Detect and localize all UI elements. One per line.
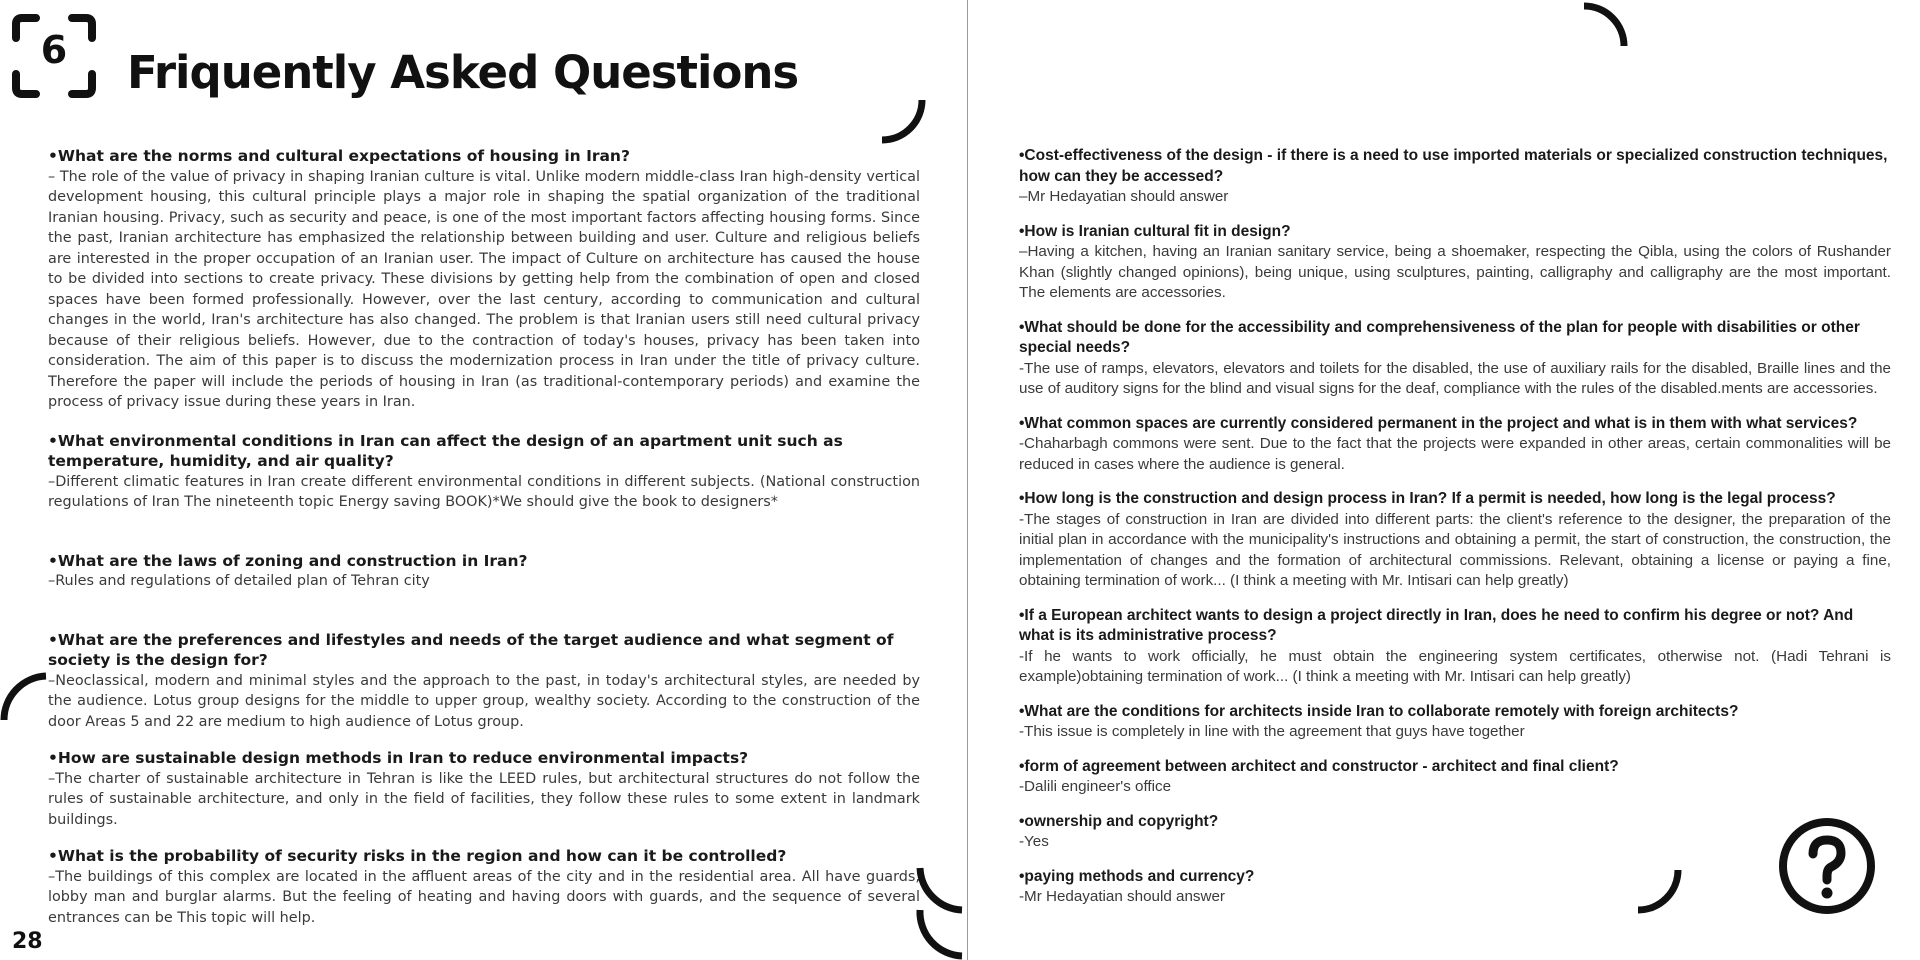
faq-item <box>1019 489 1891 592</box>
faq-item <box>48 551 920 592</box>
faq-answer: -If he wants to work officially, he must obtain the engineering system certificates, otherwise not. (Hadi Tehrani is example)obtaining termination of work... (I think a meeting with Mr. Intisari can help greatly) <box>1019 647 1891 685</box>
faq-question: •How is Iranian cultural fit in design? <box>1019 222 1291 240</box>
faq-item <box>1019 146 1891 208</box>
faq-answer: -Chaharbagh commons were sent. Due to the fact that the projects were expanded in other areas, certain commonalities will be reduced in cases where the audience is general. <box>1019 435 1891 473</box>
question-mark-circle-icon <box>1777 816 1877 916</box>
faq-item <box>1019 812 1891 853</box>
faq-answer: -Mr Hedayatian should answer <box>1019 888 1225 905</box>
faq-question: •What is the probability of security risks in the region and how can it be controlled? <box>48 847 787 865</box>
faq-question: •What environmental conditions in Iran can affect the design of an apartment unit such as temperature, humidity, and air quality? <box>48 431 843 470</box>
faq-answer: –Different climatic features in Iran create different environmental conditions in different subjects. (National construction regulations of Iran The nineteenth topic Energy saving BOOK)*We should give the book to designers* <box>48 473 920 510</box>
arc-decoration-icon <box>0 672 50 722</box>
faq-question: •What are the norms and cultural expectations of housing in Iran? <box>48 147 630 165</box>
faq-item <box>1019 222 1891 304</box>
faq-question: •What are the preferences and lifestyles and needs of the target audience and what segment of society is the design for? <box>48 630 894 669</box>
arc-decoration-icon <box>1580 2 1628 50</box>
arc-decoration-icon <box>916 906 966 960</box>
faq-question: •What are the conditions for architects inside Iran to collaborate remotely with foreign architects? <box>1019 702 1739 720</box>
faq-answer: –Having a kitchen, having an Iranian sanitary service, being a shoemaker, respecting the Qibla, using the colors of Rushander Khan (slightly changed opinions), being unique, using sculptures, painting, calligraphy and calligraphy are the most important. The elements are accessories. <box>1019 243 1891 301</box>
faq-item <box>48 748 920 830</box>
faq-answer: –Mr Hedayatian should answer <box>1019 188 1229 205</box>
faq-item <box>1019 867 1891 908</box>
faq-list-left <box>48 146 920 928</box>
faq-item <box>1019 606 1891 688</box>
faq-question: •How are sustainable design methods in Iran to reduce environmental impacts? <box>48 749 749 767</box>
page-number: 28 <box>12 929 43 954</box>
faq-item <box>48 146 920 413</box>
faq-question: •ownership and copyright? <box>1019 812 1219 830</box>
faq-item <box>1019 414 1891 476</box>
faq-answer: -The stages of construction in Iran are divided into different parts: the client's reference to the designer, the preparation of the initial plan in accordance with the municipality's instructions and obtaining a permit, the start of construction, the construction, the implementation of changes and the formation of architectural commissions. Relevant, obtaining a license or paying a fine, obtaining termination of work... (I think a meeting with Mr. Intisari can help greatly) <box>1019 510 1891 589</box>
chapter-number: 6 <box>40 28 68 72</box>
faq-answer: –The buildings of this complex are located in the affluent areas of the city and in the residential area. All have guards, lobby man and burglar alarms. But the feeling of heating and having doors with guards, and the sequence of several entrances can be This topic will help. <box>48 868 920 926</box>
faq-question: •What common spaces are currently considered permanent in the project and what is in them with what services? <box>1019 414 1858 432</box>
faq-answer: –Rules and regulations of detailed plan of Tehran city <box>48 573 430 589</box>
arc-decoration-icon <box>1634 866 1682 914</box>
faq-question: •How long is the construction and design process in Iran? If a permit is needed, how long is the legal process? <box>1019 490 1836 507</box>
faq-item <box>48 846 920 928</box>
faq-answer: -This issue is completely in line with the agreement that guys have together <box>1019 723 1525 740</box>
faq-answer: -Dalili engineer's office <box>1019 778 1172 795</box>
faq-answer: – The role of the value of privacy in shaping Iranian culture is vital. Unlike modern middle-class Iran high-density vertical development housing, this cultural principle plays a major role in shaping the spatial organization of the traditional Iranian housing. Privacy, such as security and peace, is one of the most important factors affecting housing forms. Since the past, Iranian architecture has emphasized the relationship between building and user. Culture and religious beliefs are interested in the proper occupation of an Iranian user. The impact of Culture on architecture has caused the house to be divided into sections to create privacy. These divisions by getting help from the combination of open and closed spaces have been formed professionally. However, over the last century, according to communication and cultural changes in the world, Iran's architecture has also changed. The problem is that Iranian users still need cultural privacy because of their religious beliefs. However, due to the contraction of today's houses, privacy has been taken into consideration. The aim of this paper is to discuss the modernization process in Iran under the title of privacy culture. Therefore the paper will include the periods of housing in Iran (as traditional-contemporary periods) and examine the process of privacy issue during these years in Iran. <box>48 168 920 410</box>
faq-answer: -Yes <box>1019 833 1049 850</box>
faq-question: •If a European architect wants to design a project directly in Iran, does he need to confirm his degree or not? And what is its administrative process? <box>1019 606 1854 644</box>
faq-question: •Cost-effectiveness of the design - if there is a need to use imported materials or specialized construction techniques, how can they be accessed? <box>1019 147 1888 185</box>
faq-list-right <box>1019 146 1891 908</box>
faq-answer: –Neoclassical, modern and minimal styles and the approach to the past, in today's architectural styles, are needed by the audience. Lotus group designs for the middle to upper group, wealthy society. According to the construction of the door Areas 5 and 22 are medium to high audience of Lotus group. <box>48 672 920 730</box>
arc-decoration-icon <box>878 96 928 146</box>
faq-question: •What are the laws of zoning and construction in Iran? <box>48 551 528 570</box>
page-title: Friquently Asked Questions <box>127 46 799 99</box>
faq-item <box>48 630 920 733</box>
faq-answer: –The charter of sustainable architecture in Tehran is like the LEED rules, but architectural structures do not follow the rules of sustainable architecture, and only in the field of facilities, they follow these rules to some extent in landmark buildings. <box>48 770 920 828</box>
faq-item <box>1019 702 1891 743</box>
chapter-badge <box>12 14 96 98</box>
faq-item <box>1019 318 1891 400</box>
faq-question: •paying methods and currency? <box>1019 867 1255 885</box>
faq-item <box>1019 757 1891 798</box>
faq-item <box>48 431 920 513</box>
faq-question: •form of agreement between architect and constructor - architect and final client? <box>1019 757 1619 775</box>
faq-question: •What should be done for the accessibility and comprehensiveness of the plan for people with disabilities or other special needs? <box>1019 318 1860 356</box>
faq-answer: -The use of ramps, elevators, elevators and toilets for the disabled, the use of auxiliary rails for the disabled, Braille lines and the use of auditory signs for the blind and visual signs for the deaf, compliance with the rules of the disabled.ments are accessories. <box>1019 359 1891 397</box>
